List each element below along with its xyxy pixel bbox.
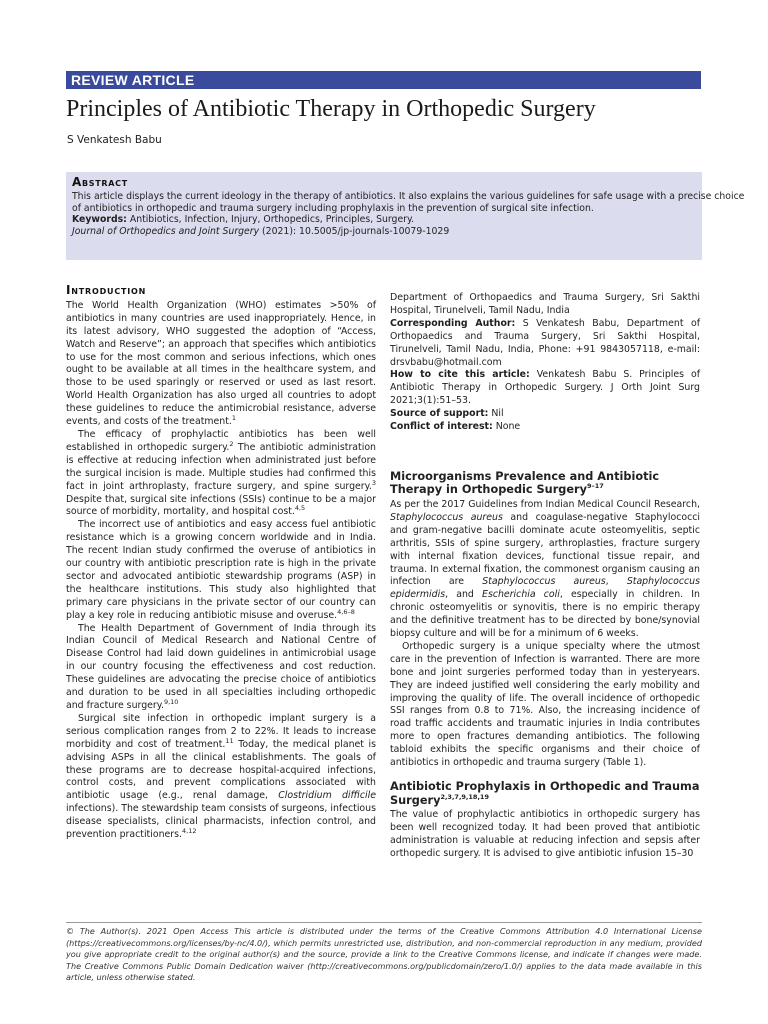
organism-name: Staphylococcus aureus (482, 576, 606, 588)
conflict-label: Conflict of interest: (390, 421, 493, 433)
intro-paragraph-2 (66, 429, 376, 519)
micro-p1-text-a: As per the 2017 Guidelines from Indian Medical Council Research, (390, 498, 700, 510)
corresponding-text: S Venkatesh Babu, Department of Orthopaedics and Trauma Surgery, Sri Sakthi Hospital, Tirunelveli, Tamil Nadu, India, Phone: +91 9843057118, e-mail: drsvbabu@hotmail.com (390, 317, 700, 368)
license-footer (66, 926, 702, 984)
how-to-cite (390, 369, 700, 408)
corresponding-label: Corresponding Author: (390, 317, 516, 329)
introduction-heading: Introduction (66, 283, 147, 297)
citation-ref: 9–17 (586, 482, 604, 491)
corresponding-author (390, 318, 700, 370)
intro-p5-text-b: Today, the medical planet is advising ASPs in all the clinical establishments. The goals of these programs are to decrease hospital-acquired infections, control costs, and prevent complications associated with antibiotic usage (e.g., renal damage, (66, 738, 376, 802)
cite-label: How to cite this article: (390, 369, 530, 381)
citation-ref: 4,6–8 (337, 607, 355, 616)
citation-ref: 4,12 (182, 826, 197, 835)
citation-ref: 11 (225, 736, 234, 745)
organism-name: Staphylococcus aureus (390, 511, 503, 523)
micro-p1-text-c: , (605, 576, 627, 588)
journal-name: Journal of Orthopedics and Joint Surgery (72, 226, 260, 238)
affiliation-block (390, 292, 700, 434)
intro-p5-text-a: Surgical site infection in orthopedic implant surgery is a serious complication ranges from 2 to 22%. It leads to increase morbidity and cost of treatment. (66, 712, 376, 750)
intro-p3-text: The incorrect use of antibiotics and easy access fuel antibiotic resistance which is a growing concern worldwide and in India. The recent Indian study confirmed the overuse of antibiotics in our country with antibiotic prescription rate is high in the private sector and advocated antibiotic stewardship programs (ASP) in the healthcare institutions. This study also highlighted that primary care physicians in the private sector of our country can play a key role in reducing antibiotic misuse and overuse. (66, 519, 376, 621)
abstract-keywords (72, 214, 696, 226)
intro-p1-text: The World Health Organization (WHO) estimates >50% of antibiotics in many countries are used inappropriately. Hence, in its latest advisory, WHO suggested the adoption of “Access, Watch and Reserve”; an approach that specifies which antibiotics to use for the most common and serious infections, which ones ought to be available at all times in the healthcare system, and those to be used sparingly or reserved or used as last resort. World Health Organization has also urged all countries to adopt these guidelines to reduce the antimicrobial resistance, adverse events, and costs of the treatment. (66, 299, 376, 428)
right-column (390, 292, 700, 861)
author-name: S Venkatesh Babu (67, 134, 162, 146)
intro-paragraph-1 (66, 300, 376, 429)
cite-text: Venkatesh Babu S. Principles of Antibiotic Therapy in Orthopedic Surgery. J Orth Joint Surg 2021;3(1):51–53. (390, 369, 700, 407)
support-label: Source of support: (390, 408, 489, 420)
organism-name: Staphylococcus epidermidis (390, 576, 700, 601)
intro-p5-text-c: infections). The stewardship team consists of surgeons, infectious disease specialists, clinical pharmacists, infection control, and prevention practitioners. (66, 803, 376, 841)
abstract-box (66, 172, 745, 260)
intro-paragraph-5 (66, 713, 376, 842)
abstract-heading: Abstract (72, 175, 128, 189)
prophylaxis-paragraph-1: The value of prophylactic antibiotics in orthopedic surgery has been well recognized today. It had been proved that antibiotic administration is valuable at reducing infection and sepsis after orthopedic surgery. It is advised to give antibiotic infusion 15–30 (390, 809, 700, 859)
conflict-of-interest (390, 421, 700, 434)
citation-ref: 2 (229, 439, 234, 448)
intro-p2-text-b: The antibiotic administration is effective at reducing infection when administrated just before the surgical incision is made. Multiple studies had confirmed this fact in joint arthroplasty, fracture surgery, and spine surgery. (66, 441, 377, 492)
micro-p1-text-e: , especially in children. In chronic osteomyelitis or synovitis, there is no empiric therapy and the definitive treatment has to be directed by bone/synovial biopsy culture and will be for a minimum of 6 weeks. (390, 589, 700, 640)
abstract-citation (72, 226, 696, 238)
microorganisms-paragraph-1 (390, 499, 700, 641)
article-type-banner: REVIEW ARTICLE (66, 71, 701, 89)
intro-p2-text-c: Despite that, surgical site infections (SSIs) continue to be a major source of morbidity, mortality, and hospital cost. (66, 493, 376, 518)
source-of-support (390, 408, 700, 421)
citation-ref: 9,10 (163, 697, 179, 706)
doi-text: (2021): 10.5005/jp-journals-10079-1029 (259, 226, 450, 238)
micro-p1-text-b: and coagulase-negative Staphylococci and gram-negative bacilli dominate acute osteomyelitis, septic arthritis, SSIs of spine surgery, arthroplasties, fracture surgery with internal fixation devices, functional tissue repair, and trauma. In external fixation, the commonest organism causing an infection are (390, 511, 700, 588)
organism-name: Escherichia coli (482, 589, 560, 601)
prophylaxis-heading-text: Antibiotic Prophylaxis in Orthopedic and Trauma Surgery (390, 780, 700, 807)
support-text: Nil (488, 408, 504, 420)
abstract-text-line-2: of antibiotics in orthopedic and trauma surgery including prophylaxis in the prevention of surgical site infection. (72, 202, 594, 214)
abstract-text-line-1: This article displays the current ideology in the therapy of antibiotics. It also explains the various guidelines for safe usage with a precise choice (72, 190, 745, 202)
microorganisms-heading-text: Microorganisms Prevalence and Antibiotic Therapy in Orthopedic Surgery (390, 469, 660, 497)
microorganisms-paragraph-2: Orthopedic surgery is a unique specialty where the utmost care in the prevention of Infection is warranted. There are more bone and joint surgeries performed today than in yesteryears. They are indeed justified well considering the early mobility and improving the quality of life. The overall incidence of orthopedic SSI ranges from 0.8 to 71%. Also, the increasing incidence of road traffic accidents and traumatic injuries in India contributes more to open fractures demanding antibiotics. The following tabloid exhibits the specific organisms and their choice of antibiotics in orthopedic and trauma surgery (Table 1). (390, 640, 700, 769)
intro-paragraph-3 (66, 519, 376, 622)
organism-name: Clostridium difficile (278, 790, 376, 802)
citation-ref: 4,5 (294, 504, 306, 513)
department-affiliation: Department of Orthopaedics and Trauma Surgery, Sri Sakthi Hospital, Tirunelveli, Tamil Nadu, India (390, 292, 700, 316)
micro-p1-text-d: , and (445, 589, 483, 601)
keywords-label: Keywords: (72, 214, 127, 226)
prophylaxis-heading (390, 780, 700, 807)
citation-ref: 2,3,7,9,18,19 (440, 792, 489, 801)
microorganisms-heading (390, 470, 700, 497)
article-title: Principles of Antibiotic Therapy in Orthopedic Surgery (66, 96, 596, 122)
license-text: © The Author(s). 2021 Open Access This article is distributed under the terms of the Creative Commons Attribution 4.0 International License (https://creativecommons.org/licenses/by-nc/4.0/), which permits unrestricted use, distribution, and non-commercial reproduction in any medium, provided you give appropriate credit to the original author(s) and the source, provide a link to the Creative Commons license, and indicate if changes were made. The Creative Commons Public Domain Dedication waiver (http://creativecommons.org/publicdomain/zero/1.0/) applies to the data made available in this article, unless otherwise stated. (66, 926, 702, 983)
citation-ref: 3 (371, 478, 376, 487)
conflict-text: None (492, 421, 521, 433)
left-column (66, 284, 376, 842)
keywords-text: Antibiotics, Infection, Injury, Orthopedics, Principles, Surgery. (126, 214, 415, 226)
intro-paragraph-4 (66, 623, 376, 713)
citation-ref: 1 (231, 413, 237, 422)
footer-divider (66, 922, 702, 923)
intro-p2-text-a: The efficacy of prophylactic antibiotics has been well established in orthopedic surgery. (66, 428, 376, 453)
intro-p4-text: The Health Department of Government of India through its Indian Council of Medical Research and National Centre of Disease Control had laid down guidelines in antimicrobial usage in our country focusing the effectiveness and cost reduction. These guidelines are advocating the precise choice of antibiotics and duration to be used in all specialties including orthopedic and fracture surgery. (66, 622, 376, 711)
